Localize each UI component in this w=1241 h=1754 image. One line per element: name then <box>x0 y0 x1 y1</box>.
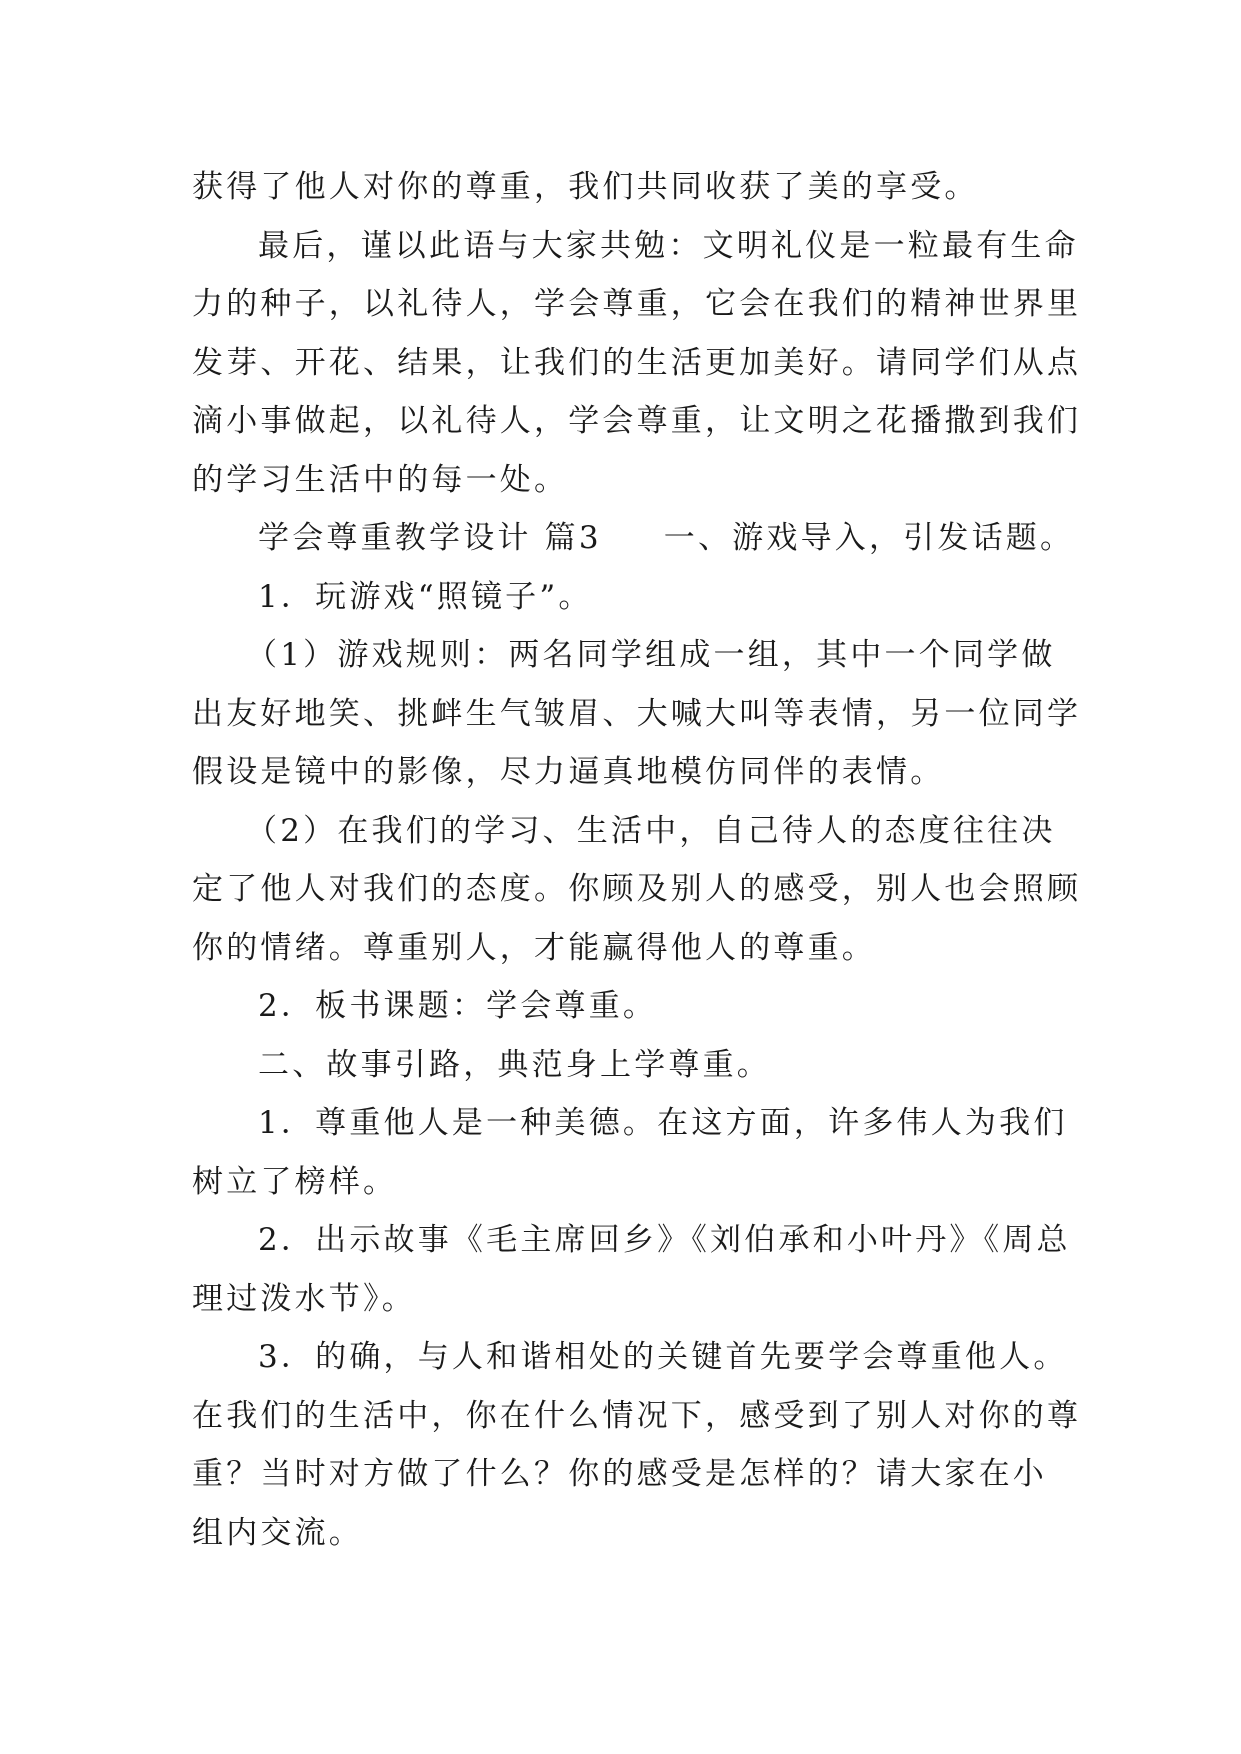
paragraph-line: 定了他人对我们的态度。你顾及别人的感受，别人也会照顾 <box>192 871 1082 907</box>
paragraph-line: 树立了榜样。 <box>192 1163 398 1200</box>
paragraph-line: 理过泼水节》。 <box>192 1280 416 1317</box>
paragraph-line: 假设是镜中的影像，尽力逼真地模仿同伴的表情。 <box>192 754 945 790</box>
paragraph-line: 组内交流。 <box>192 1514 363 1551</box>
paragraph-line: 最后，谨以此语与大家共勉：文明礼仪是一粒最有生命 <box>258 227 1079 264</box>
paragraph-line: 力的种子，以礼待人，学会尊重，它会在我们的精神世界里 <box>192 286 1082 322</box>
paragraph-line: 3．的确，与人和谐相处的关键首先要学会尊重他人。 <box>258 1339 1068 1375</box>
paragraph-line: 的学习生活中的每一处。 <box>192 461 569 498</box>
paragraph-line: 发芽、开花、结果，让我们的生活更加美好。请同学们从点 <box>192 344 1082 381</box>
paragraph-line: 在我们的生活中，你在什么情况下，感受到了别人对你的尊 <box>192 1397 1082 1434</box>
paragraph-line: 2．板书课题：学会尊重。 <box>258 988 658 1024</box>
paragraph-line: 二、故事引路，典范身上学尊重。 <box>258 1046 771 1083</box>
paragraph-line: 滴小事做起，以礼待人，学会尊重，让文明之花播撒到我们 <box>192 403 1082 439</box>
document-body <box>192 158 1082 1562</box>
paragraph-line: 重？当时对方做了什么？你的感受是怎样的？请大家在小 <box>192 1456 1047 1492</box>
paragraph-line: 1．尊重他人是一种美德。在这方面，许多伟人为我们 <box>258 1105 1068 1141</box>
paragraph-line: 获得了他人对你的尊重，我们共同收获了美的享受。 <box>192 169 979 205</box>
paragraph-line: 1．玩游戏“照镜子”。 <box>258 578 593 615</box>
section-title: 学会尊重教学设计 篇3 <box>258 520 602 556</box>
paragraph-line: （2）在我们的学习、生活中，自己待人的态度往往决 <box>246 812 1056 849</box>
paragraph-line: 你的情绪。尊重别人，才能赢得他人的尊重。 <box>192 929 876 966</box>
paragraph-line: 2．出示故事《毛主席回乡》《刘伯承和小叶丹》《周总 <box>258 1222 1071 1258</box>
section-heading-line <box>192 509 1075 568</box>
paragraph-line: 出友好地笑、挑衅生气皱眉、大喊大叫等表情，另一位同学 <box>192 695 1082 732</box>
paragraph-line: （1）游戏规则：两名同学组成一组，其中一个同学做 <box>246 637 1056 673</box>
section-subheading: 一、游戏导入，引发话题。 <box>663 520 1075 556</box>
